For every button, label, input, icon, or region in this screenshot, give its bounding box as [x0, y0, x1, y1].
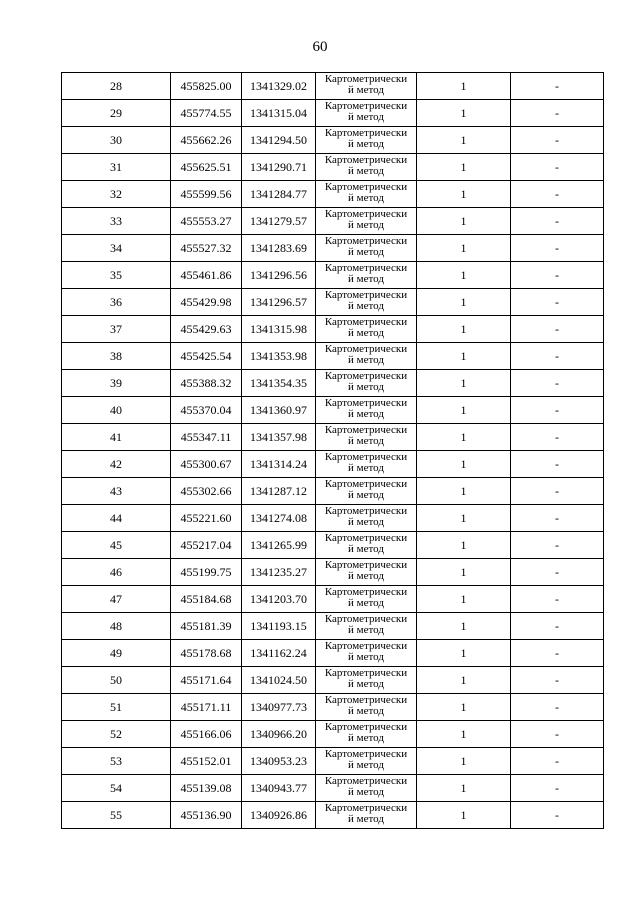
method-cell — [316, 289, 417, 316]
point-number-cell: 38 — [62, 343, 171, 370]
method-text — [316, 154, 416, 180]
method-line-2: й метод — [348, 300, 384, 312]
y-coordinate-cell: 1340953.23 — [242, 748, 316, 775]
point-number-cell: 29 — [62, 100, 171, 127]
y-coordinate-cell: 1341287.12 — [242, 478, 316, 505]
method-line-1: Картометрически — [324, 262, 408, 274]
method-cell — [316, 451, 417, 478]
method-text — [316, 451, 416, 477]
table-row — [62, 154, 604, 181]
y-coordinate-cell: 1340977.73 — [242, 694, 316, 721]
method-line-1: Картометрически — [324, 586, 408, 598]
y-coordinate-cell: 1341329.02 — [242, 73, 316, 100]
method-text — [316, 613, 416, 639]
table-row — [62, 181, 604, 208]
method-cell — [316, 721, 417, 748]
note-cell: - — [511, 451, 604, 478]
method-cell — [316, 100, 417, 127]
x-coordinate-cell: 455166.06 — [171, 721, 242, 748]
method-line-1: Картометрически — [324, 235, 408, 247]
method-line-1: Картометрически — [324, 667, 408, 679]
x-coordinate-cell: 455429.98 — [171, 289, 242, 316]
x-coordinate-cell: 455774.55 — [171, 100, 242, 127]
note-cell: - — [511, 613, 604, 640]
method-text — [316, 748, 416, 774]
method-text — [316, 343, 416, 369]
point-number-cell: 37 — [62, 316, 171, 343]
method-cell — [316, 505, 417, 532]
note-cell: - — [511, 208, 604, 235]
point-number-cell: 47 — [62, 586, 171, 613]
method-line-2: й метод — [348, 192, 384, 204]
note-cell: - — [511, 640, 604, 667]
point-number-cell: 46 — [62, 559, 171, 586]
method-cell — [316, 181, 417, 208]
point-number-cell: 54 — [62, 775, 171, 802]
y-coordinate-cell: 1341274.08 — [242, 505, 316, 532]
x-coordinate-cell: 455370.04 — [171, 397, 242, 424]
point-number-cell: 28 — [62, 73, 171, 100]
accuracy-cell: 1 — [417, 289, 511, 316]
point-number-cell: 32 — [62, 181, 171, 208]
method-line-2: й метод — [348, 759, 384, 771]
method-line-2: й метод — [348, 624, 384, 636]
method-text — [316, 694, 416, 720]
method-line-1: Картометрически — [324, 73, 408, 85]
method-cell — [316, 424, 417, 451]
method-line-2: й метод — [348, 327, 384, 339]
point-number-cell: 34 — [62, 235, 171, 262]
y-coordinate-cell: 1340943.77 — [242, 775, 316, 802]
point-number-cell: 31 — [62, 154, 171, 181]
note-cell: - — [511, 370, 604, 397]
method-line-2: й метод — [348, 732, 384, 744]
method-line-1: Картометрически — [324, 559, 408, 571]
note-cell: - — [511, 532, 604, 559]
point-number-cell: 35 — [62, 262, 171, 289]
table-row — [62, 316, 604, 343]
x-coordinate-cell: 455825.00 — [171, 73, 242, 100]
method-text — [316, 127, 416, 153]
accuracy-cell: 1 — [417, 208, 511, 235]
accuracy-cell: 1 — [417, 424, 511, 451]
point-number-cell: 33 — [62, 208, 171, 235]
method-line-1: Картометрически — [324, 532, 408, 544]
method-text — [316, 775, 416, 801]
x-coordinate-cell: 455599.56 — [171, 181, 242, 208]
x-coordinate-cell: 455347.11 — [171, 424, 242, 451]
method-line-2: й метод — [348, 489, 384, 501]
point-number-cell: 43 — [62, 478, 171, 505]
point-number-cell: 48 — [62, 613, 171, 640]
method-line-1: Картометрически — [324, 613, 408, 625]
x-coordinate-cell: 455429.63 — [171, 316, 242, 343]
method-cell — [316, 370, 417, 397]
table-row — [62, 775, 604, 802]
method-text — [316, 208, 416, 234]
method-line-2: й метод — [348, 543, 384, 555]
note-cell: - — [511, 127, 604, 154]
accuracy-cell: 1 — [417, 775, 511, 802]
page-number: 60 — [312, 39, 328, 55]
method-line-2: й метод — [348, 597, 384, 609]
y-coordinate-cell: 1341283.69 — [242, 235, 316, 262]
point-number-cell: 49 — [62, 640, 171, 667]
table-row — [62, 613, 604, 640]
method-text — [316, 721, 416, 747]
method-text — [316, 100, 416, 126]
point-number-cell: 41 — [62, 424, 171, 451]
method-line-1: Картометрически — [324, 640, 408, 652]
y-coordinate-cell: 1341314.24 — [242, 451, 316, 478]
method-text — [316, 559, 416, 585]
y-coordinate-cell: 1341235.27 — [242, 559, 316, 586]
method-text — [316, 262, 416, 288]
y-coordinate-cell: 1341360.97 — [242, 397, 316, 424]
table-row — [62, 748, 604, 775]
x-coordinate-cell: 455199.75 — [171, 559, 242, 586]
y-coordinate-cell: 1340966.20 — [242, 721, 316, 748]
y-coordinate-cell: 1341354.35 — [242, 370, 316, 397]
accuracy-cell: 1 — [417, 73, 511, 100]
y-coordinate-cell: 1341315.98 — [242, 316, 316, 343]
y-coordinate-cell: 1341296.57 — [242, 289, 316, 316]
accuracy-cell: 1 — [417, 478, 511, 505]
note-cell: - — [511, 289, 604, 316]
point-number-cell: 53 — [62, 748, 171, 775]
method-line-1: Картометрически — [324, 505, 408, 517]
table-body — [62, 73, 604, 829]
method-cell — [316, 262, 417, 289]
table-row — [62, 343, 604, 370]
method-line-2: й метод — [348, 165, 384, 177]
method-line-2: й метод — [348, 516, 384, 528]
method-text — [316, 316, 416, 342]
method-line-1: Картометрически — [324, 181, 408, 193]
note-cell: - — [511, 316, 604, 343]
method-line-2: й метод — [348, 813, 384, 825]
method-line-2: й метод — [348, 678, 384, 690]
x-coordinate-cell: 455178.68 — [171, 640, 242, 667]
accuracy-cell: 1 — [417, 667, 511, 694]
method-line-1: Картометрически — [324, 775, 408, 787]
accuracy-cell: 1 — [417, 316, 511, 343]
accuracy-cell: 1 — [417, 100, 511, 127]
method-cell — [316, 397, 417, 424]
method-text — [316, 424, 416, 450]
accuracy-cell: 1 — [417, 181, 511, 208]
table-row — [62, 586, 604, 613]
table-row — [62, 478, 604, 505]
method-line-1: Картометрически — [324, 316, 408, 328]
method-line-1: Картометрически — [324, 424, 408, 436]
method-line-2: й метод — [348, 246, 384, 258]
x-coordinate-cell: 455553.27 — [171, 208, 242, 235]
x-coordinate-cell: 455461.86 — [171, 262, 242, 289]
method-line-1: Картометрически — [324, 694, 408, 706]
x-coordinate-cell: 455139.08 — [171, 775, 242, 802]
y-coordinate-cell: 1341024.50 — [242, 667, 316, 694]
x-coordinate-cell: 455181.39 — [171, 613, 242, 640]
method-cell — [316, 127, 417, 154]
method-line-1: Картометрически — [324, 451, 408, 463]
method-line-1: Картометрически — [324, 802, 408, 814]
y-coordinate-cell: 1341193.15 — [242, 613, 316, 640]
x-coordinate-cell: 455300.67 — [171, 451, 242, 478]
method-line-2: й метод — [348, 273, 384, 285]
method-line-2: й метод — [348, 111, 384, 123]
accuracy-cell: 1 — [417, 154, 511, 181]
method-line-2: й метод — [348, 786, 384, 798]
method-cell — [316, 802, 417, 829]
x-coordinate-cell: 455388.32 — [171, 370, 242, 397]
method-cell — [316, 343, 417, 370]
method-line-2: й метод — [348, 408, 384, 420]
method-line-1: Картометрически — [324, 154, 408, 166]
method-line-1: Картометрически — [324, 721, 408, 733]
note-cell: - — [511, 559, 604, 586]
method-cell — [316, 316, 417, 343]
method-text — [316, 802, 416, 828]
table-row — [62, 262, 604, 289]
method-line-1: Картометрически — [324, 208, 408, 220]
note-cell: - — [511, 775, 604, 802]
table-row — [62, 289, 604, 316]
note-cell: - — [511, 505, 604, 532]
table-row — [62, 370, 604, 397]
y-coordinate-cell: 1341162.24 — [242, 640, 316, 667]
table-row — [62, 667, 604, 694]
accuracy-cell: 1 — [417, 397, 511, 424]
x-coordinate-cell: 455425.54 — [171, 343, 242, 370]
y-coordinate-cell: 1341296.56 — [242, 262, 316, 289]
method-line-2: й метод — [348, 570, 384, 582]
point-number-cell: 51 — [62, 694, 171, 721]
note-cell: - — [511, 154, 604, 181]
method-cell — [316, 694, 417, 721]
y-coordinate-cell: 1341315.04 — [242, 100, 316, 127]
accuracy-cell: 1 — [417, 343, 511, 370]
x-coordinate-cell: 455625.51 — [171, 154, 242, 181]
point-number-cell: 42 — [62, 451, 171, 478]
method-text — [316, 73, 416, 99]
accuracy-cell: 1 — [417, 586, 511, 613]
point-number-cell: 50 — [62, 667, 171, 694]
method-cell — [316, 154, 417, 181]
accuracy-cell: 1 — [417, 748, 511, 775]
y-coordinate-cell: 1341203.70 — [242, 586, 316, 613]
table-row — [62, 100, 604, 127]
x-coordinate-cell: 455184.68 — [171, 586, 242, 613]
accuracy-cell: 1 — [417, 370, 511, 397]
table-row — [62, 73, 604, 100]
table-row — [62, 802, 604, 829]
method-line-1: Картометрически — [324, 478, 408, 490]
x-coordinate-cell: 455217.04 — [171, 532, 242, 559]
method-text — [316, 640, 416, 666]
method-line-2: й метод — [348, 435, 384, 447]
point-number-cell: 45 — [62, 532, 171, 559]
table-row — [62, 532, 604, 559]
note-cell: - — [511, 235, 604, 262]
method-text — [316, 370, 416, 396]
accuracy-cell: 1 — [417, 262, 511, 289]
accuracy-cell: 1 — [417, 694, 511, 721]
table-row — [62, 235, 604, 262]
table-row — [62, 640, 604, 667]
y-coordinate-cell: 1341357.98 — [242, 424, 316, 451]
accuracy-cell: 1 — [417, 802, 511, 829]
point-number-cell: 52 — [62, 721, 171, 748]
method-cell — [316, 235, 417, 262]
method-cell — [316, 613, 417, 640]
point-number-cell: 36 — [62, 289, 171, 316]
x-coordinate-cell: 455662.26 — [171, 127, 242, 154]
accuracy-cell: 1 — [417, 505, 511, 532]
table-row — [62, 505, 604, 532]
table-row — [62, 559, 604, 586]
accuracy-cell: 1 — [417, 451, 511, 478]
method-cell — [316, 748, 417, 775]
method-text — [316, 235, 416, 261]
note-cell: - — [511, 181, 604, 208]
method-line-2: й метод — [348, 705, 384, 717]
y-coordinate-cell: 1341284.77 — [242, 181, 316, 208]
y-coordinate-cell: 1341279.57 — [242, 208, 316, 235]
method-text — [316, 505, 416, 531]
coordinates-table — [61, 72, 604, 829]
note-cell: - — [511, 100, 604, 127]
method-cell — [316, 478, 417, 505]
table-row — [62, 208, 604, 235]
method-cell — [316, 775, 417, 802]
table-row — [62, 424, 604, 451]
method-text — [316, 181, 416, 207]
method-cell — [316, 586, 417, 613]
method-cell — [316, 559, 417, 586]
note-cell: - — [511, 667, 604, 694]
accuracy-cell: 1 — [417, 235, 511, 262]
note-cell: - — [511, 73, 604, 100]
x-coordinate-cell: 455527.32 — [171, 235, 242, 262]
x-coordinate-cell: 455152.01 — [171, 748, 242, 775]
y-coordinate-cell: 1341290.71 — [242, 154, 316, 181]
method-cell — [316, 532, 417, 559]
point-number-cell: 39 — [62, 370, 171, 397]
note-cell: - — [511, 478, 604, 505]
table-row — [62, 127, 604, 154]
accuracy-cell: 1 — [417, 721, 511, 748]
accuracy-cell: 1 — [417, 613, 511, 640]
method-line-1: Картометрически — [324, 100, 408, 112]
method-line-2: й метод — [348, 354, 384, 366]
table-row — [62, 694, 604, 721]
accuracy-cell: 1 — [417, 532, 511, 559]
note-cell: - — [511, 802, 604, 829]
x-coordinate-cell: 455136.90 — [171, 802, 242, 829]
method-line-1: Картометрически — [324, 343, 408, 355]
method-text — [316, 532, 416, 558]
method-line-2: й метод — [348, 219, 384, 231]
method-line-2: й метод — [348, 651, 384, 663]
table-row — [62, 397, 604, 424]
x-coordinate-cell: 455221.60 — [171, 505, 242, 532]
method-text — [316, 667, 416, 693]
note-cell: - — [511, 262, 604, 289]
note-cell: - — [511, 721, 604, 748]
method-cell — [316, 208, 417, 235]
y-coordinate-cell: 1341265.99 — [242, 532, 316, 559]
method-line-2: й метод — [348, 381, 384, 393]
accuracy-cell: 1 — [417, 127, 511, 154]
method-cell — [316, 667, 417, 694]
note-cell: - — [511, 397, 604, 424]
point-number-cell: 40 — [62, 397, 171, 424]
method-cell — [316, 73, 417, 100]
y-coordinate-cell: 1341294.50 — [242, 127, 316, 154]
method-text — [316, 586, 416, 612]
point-number-cell: 55 — [62, 802, 171, 829]
method-text — [316, 478, 416, 504]
method-cell — [316, 640, 417, 667]
method-line-1: Картометрически — [324, 748, 408, 760]
method-line-2: й метод — [348, 138, 384, 150]
method-text — [316, 289, 416, 315]
point-number-cell: 44 — [62, 505, 171, 532]
accuracy-cell: 1 — [417, 640, 511, 667]
table-row — [62, 721, 604, 748]
y-coordinate-cell: 1340926.86 — [242, 802, 316, 829]
accuracy-cell: 1 — [417, 559, 511, 586]
method-line-1: Картометрически — [324, 370, 408, 382]
x-coordinate-cell: 455171.64 — [171, 667, 242, 694]
method-line-2: й метод — [348, 462, 384, 474]
point-number-cell: 30 — [62, 127, 171, 154]
note-cell: - — [511, 748, 604, 775]
note-cell: - — [511, 694, 604, 721]
note-cell: - — [511, 424, 604, 451]
method-line-1: Картометрически — [324, 127, 408, 139]
method-text — [316, 397, 416, 423]
method-line-1: Картометрически — [324, 289, 408, 301]
method-line-1: Картометрически — [324, 397, 408, 409]
table-row — [62, 451, 604, 478]
y-coordinate-cell: 1341353.98 — [242, 343, 316, 370]
note-cell: - — [511, 586, 604, 613]
x-coordinate-cell: 455302.66 — [171, 478, 242, 505]
note-cell: - — [511, 343, 604, 370]
method-line-2: й метод — [348, 84, 384, 96]
x-coordinate-cell: 455171.11 — [171, 694, 242, 721]
